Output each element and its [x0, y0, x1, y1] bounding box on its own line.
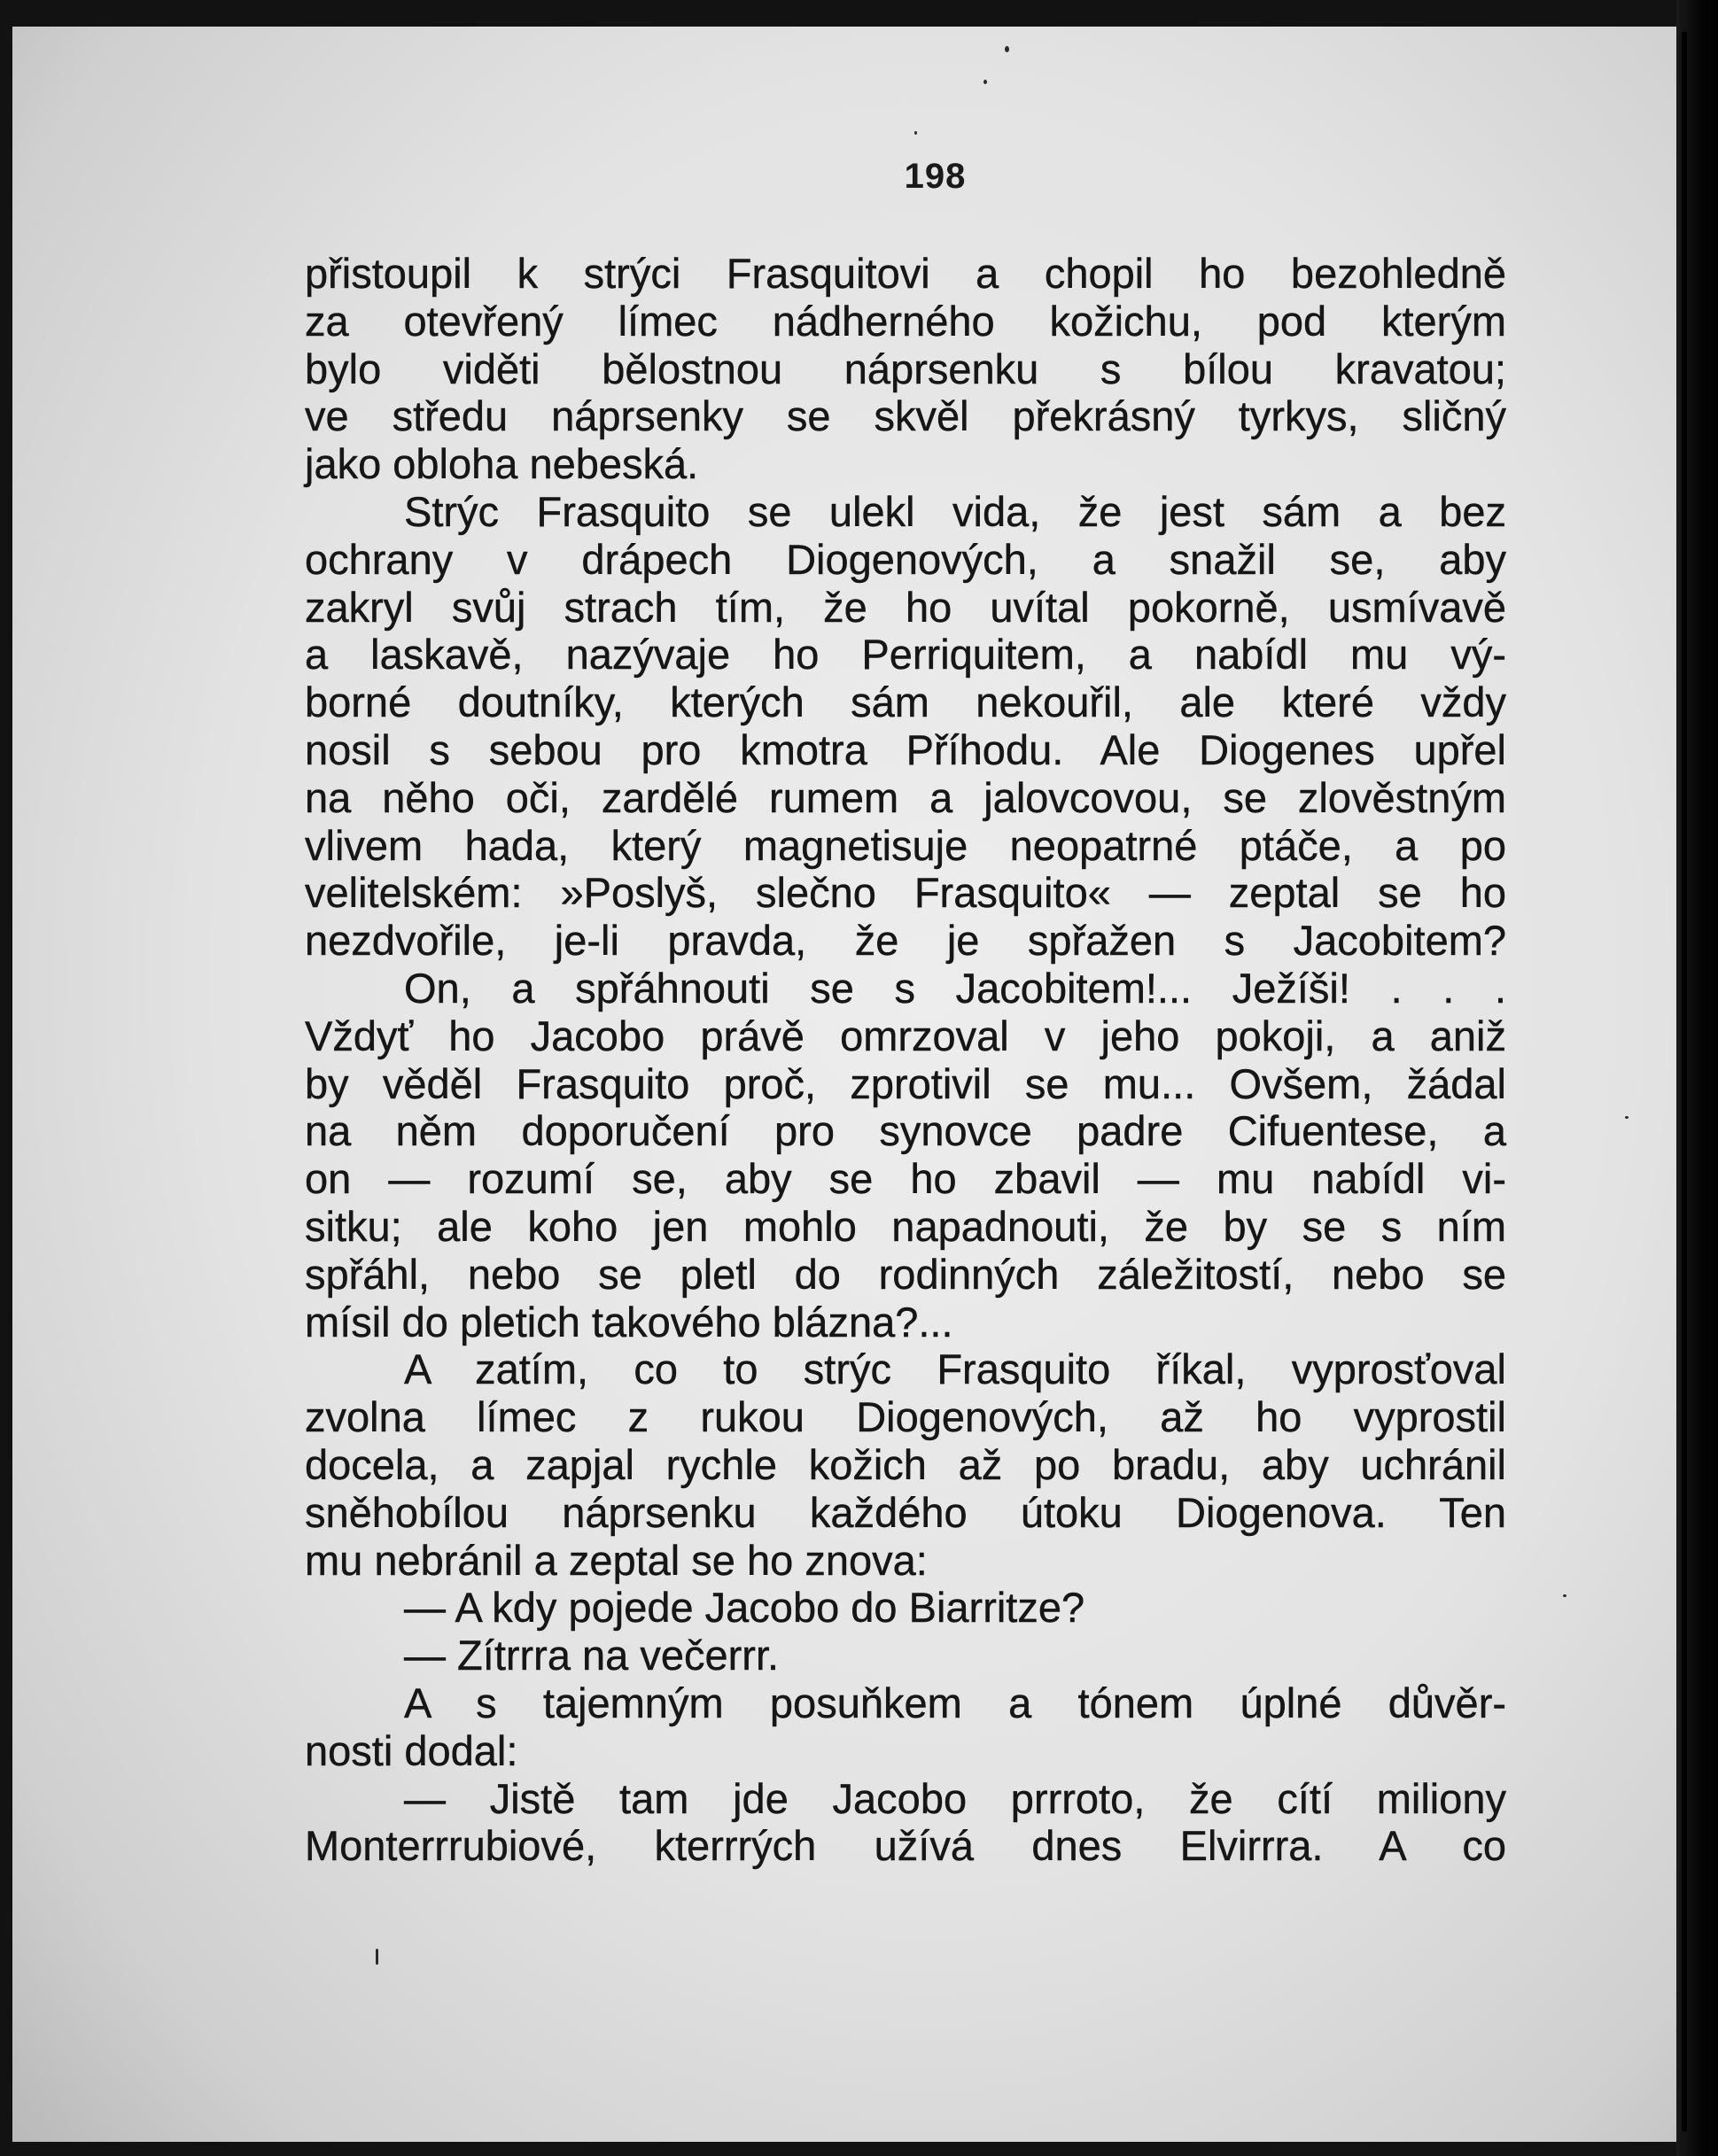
text-line: A s tajemným posuňkem a tónem úplné důvěr- [404, 1679, 1506, 1726]
text-line: nezdvořile, je-li pravda, že je spřažen s Jacobitem? [305, 917, 1506, 965]
text-line: borné doutníky, kterých sám nekouřil, ale které vždy [305, 679, 1506, 726]
text-line: za otevřený límec nádherného kožichu, pod kterým [305, 297, 1506, 345]
text-line: zvolna límec z rukou Diogenových, až ho vyprostil [305, 1393, 1506, 1441]
page-number: 198 [904, 157, 967, 196]
text-line: vlivem hada, který magnetisuje neopatrné ptáče, a po [305, 821, 1506, 869]
text-line: zakryl svůj strach tím, že ho uvítal pokorně, usmívavě [305, 583, 1506, 631]
page-edge-line [1682, 32, 1687, 2131]
text-line: sněhobílou náprsenku každého útoku Diogenova. Ten [305, 1488, 1506, 1536]
text-line: mísil do pletich takového blázna?... [305, 1298, 953, 1346]
body-text [305, 250, 1506, 1870]
dust-speck [1005, 46, 1009, 52]
dust-speck [914, 131, 917, 135]
text-line: spřáhl, nebo se pletl do rodinných záležitostí, nebo se [305, 1250, 1506, 1298]
text-line: — Jistě tam jde Jacobo prrroto, že cítí miliony [404, 1774, 1506, 1822]
text-line: Monterrrubiové, kterrrých užívá dnes Elvirrra. A co [305, 1822, 1506, 1870]
text-line: Strýc Frasquito se ulekl vida, že jest sám a bez [404, 487, 1506, 535]
text-line: ve středu náprsenky se skvěl překrásný tyrkys, sličný [305, 392, 1506, 440]
text-line: ochrany v drápech Diogenových, a snažil se, aby [305, 535, 1506, 583]
dust-speck [1563, 1594, 1566, 1597]
text-line: nosti dodal: [305, 1726, 518, 1774]
text-line: sitku; ale koho jen mohlo napadnouti, že by se s ním [305, 1202, 1506, 1250]
text-line: přistoupil k strýci Frasquitovi a chopil ho bezohledně [305, 250, 1506, 297]
text-line: nosil s sebou pro kmotra Příhodu. Ale Diogenes upřel [305, 725, 1506, 773]
text-line: — Zítrrra na večerrr. [404, 1632, 780, 1679]
dust-speck [1625, 1116, 1629, 1119]
text-line: on — rozumí se, aby se ho zbavil — mu nabídl vi- [305, 1155, 1506, 1203]
text-line: velitelském: »Poslyš, slečno Frasquito« — zeptal se ho [305, 869, 1506, 917]
dust-speck [983, 80, 987, 84]
text-line: na něho oči, zardělé rumem a jalovcovou, se zlověstným [305, 773, 1506, 821]
text-line: bylo viděti bělostnou náprsenku s bílou kravatou; [305, 345, 1506, 392]
text-line: docela, a zapjal rychle kožich až po bradu, aby uchránil [305, 1440, 1506, 1488]
text-line: na něm doporučení pro synovce padre Cifuentese, a [305, 1107, 1506, 1155]
text-line: mu nebránil a zeptal se ho znova: [305, 1536, 928, 1584]
text-line: by věděl Frasquito proč, zprotivil se mu... Ovšem, žádal [305, 1059, 1506, 1107]
dust-speck [376, 1949, 378, 1965]
text-line: jako obloha nebeská. [305, 440, 699, 488]
text-line: On, a spřáhnouti se s Jacobitem!... Ježíši! . . . [404, 964, 1506, 1012]
text-line: A zatím, co to strýc Frasquito říkal, vyprosťoval [404, 1346, 1506, 1393]
text-line: — A kdy pojede Jacobo do Biarritze? [404, 1584, 1085, 1632]
text-line: a laskavě, nazývaje ho Perriquitem, a nabídl mu vý- [305, 631, 1506, 679]
text-line: Vždyť ho Jacobo právě omrzoval v jeho pokoji, a aniž [305, 1012, 1506, 1059]
